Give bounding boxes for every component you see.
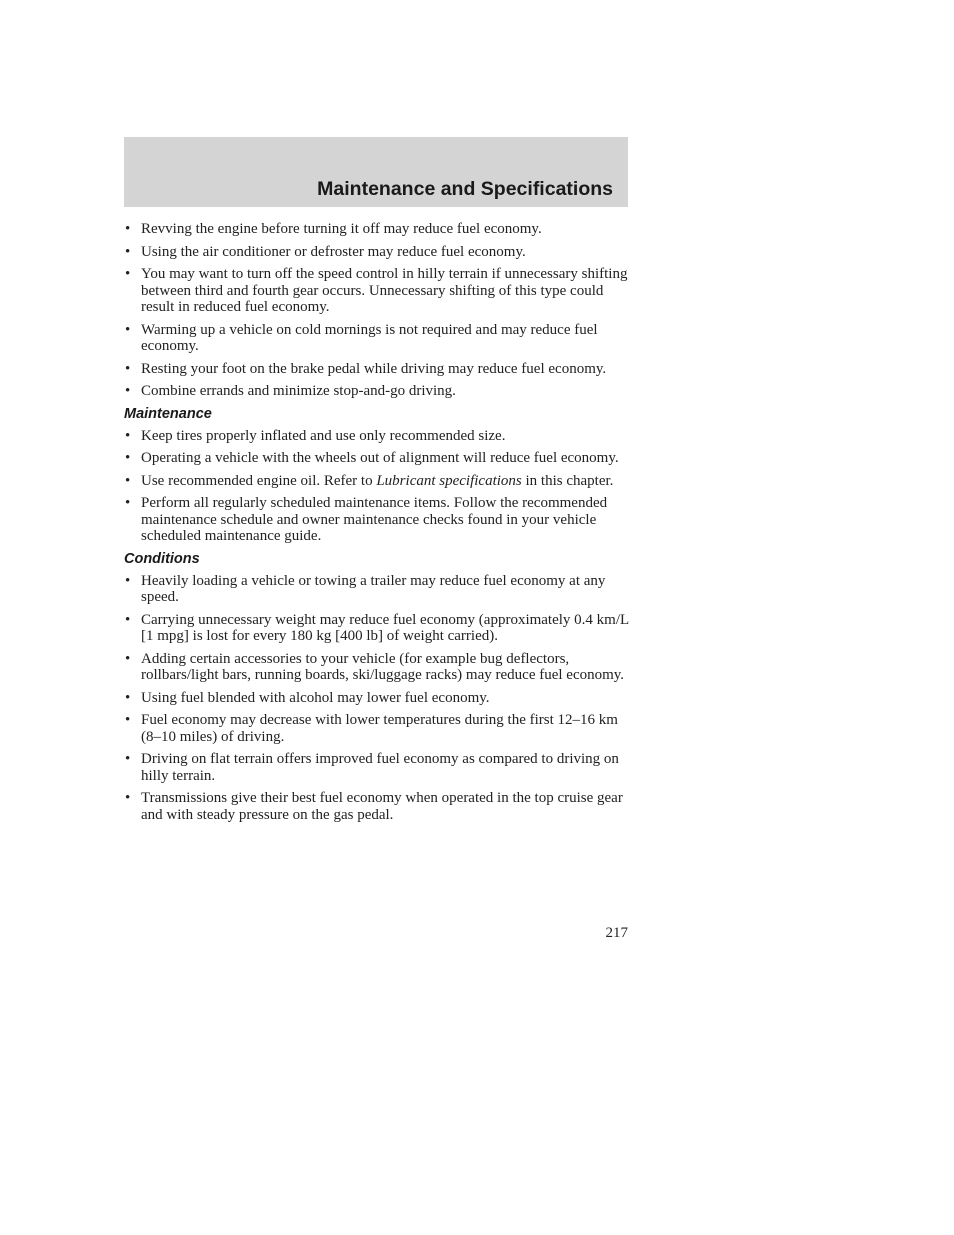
- list-item: • You may want to turn off the speed control in hilly terrain if unnecessary shifting between third and fourth gear occurs. Unnecessary shifting of this type could result in reduced fuel economy.: [125, 266, 628, 315]
- list-item: • Using fuel blended with alcohol may lower fuel economy.: [125, 689, 490, 706]
- list-item: • Keep tires properly inflated and use only recommended size.: [125, 427, 506, 444]
- bullet-icon: •: [125, 266, 131, 282]
- list-item: • Carrying unnecessary weight may reduce fuel economy (approximately 0.4 km/L [1 mpg] is lost for every 180 kg [400 lb] of weight carried).: [125, 611, 629, 644]
- bullet-icon: •: [125, 611, 131, 628]
- bullet-icon: •: [125, 383, 131, 399]
- list-item: • Operating a vehicle with the wheels out of alignment will reduce fuel economy.: [125, 450, 619, 466]
- list-item: • Warming up a vehicle on cold mornings is not required and may reduce fuel economy.: [125, 321, 598, 354]
- bullet-icon: •: [125, 450, 131, 466]
- list-item: • Heavily loading a vehicle or towing a trailer may reduce fuel economy at any speed.: [125, 572, 606, 605]
- list-item: • Perform all regularly scheduled maintenance items. Follow the recommended maintenance schedule and owner maintenance checks found in your vehicle scheduled maintenance guide.: [125, 495, 608, 544]
- list-item: • Transmissions give their best fuel economy when operated in the top cruise gear and with steady pressure on the gas pedal.: [125, 790, 623, 823]
- bullet-icon: •: [125, 751, 131, 767]
- list-item: • Driving on flat terrain offers improved fuel economy as compared to driving on hilly terrain.: [125, 751, 619, 784]
- list-item: • Combine errands and minimize stop-and-go driving.: [125, 383, 456, 399]
- lubricant-specifications-reference: Lubricant specifications: [376, 472, 522, 489]
- page-number: 217: [605, 925, 628, 941]
- section-header-band: [124, 137, 628, 207]
- conditions-heading: Conditions: [124, 550, 200, 567]
- bullet-icon: •: [125, 321, 131, 338]
- list-item: • Use recommended engine oil. Refer to Lubricant specifications in this chapter.: [125, 472, 614, 489]
- list-item: • Resting your foot on the brake pedal while driving may reduce fuel economy.: [125, 360, 607, 377]
- list-item: • Adding certain accessories to your vehicle (for example bug deflectors, rollbars/light bars, running boards, ski/luggage racks) may reduce fuel economy.: [125, 650, 625, 683]
- bullet-icon: •: [125, 472, 131, 489]
- bullet-icon: •: [125, 790, 131, 806]
- intro-bullet-list: [124, 221, 630, 400]
- bullet-icon: •: [125, 221, 131, 237]
- bullet-icon: •: [125, 360, 131, 377]
- bullet-icon: •: [125, 689, 131, 706]
- conditions-bullet-list: [124, 573, 630, 824]
- page-title: Maintenance and Specifications: [317, 178, 613, 200]
- list-item: • Revving the engine before turning it off may reduce fuel economy.: [125, 221, 542, 237]
- bullet-icon: •: [125, 712, 131, 728]
- bullet-icon: •: [125, 650, 131, 667]
- list-item: • Using the air conditioner or defroster may reduce fuel economy.: [125, 243, 526, 260]
- bullet-icon: •: [125, 243, 131, 260]
- list-item: • Fuel economy may decrease with lower temperatures during the first 12–16 km (8–10 miles) of driving.: [125, 712, 618, 745]
- bullet-icon: •: [125, 427, 131, 444]
- page-content: [124, 221, 630, 829]
- maintenance-heading: Maintenance: [124, 405, 212, 422]
- bullet-icon: •: [125, 495, 131, 511]
- maintenance-bullet-list: [124, 428, 630, 545]
- bullet-icon: •: [125, 572, 131, 589]
